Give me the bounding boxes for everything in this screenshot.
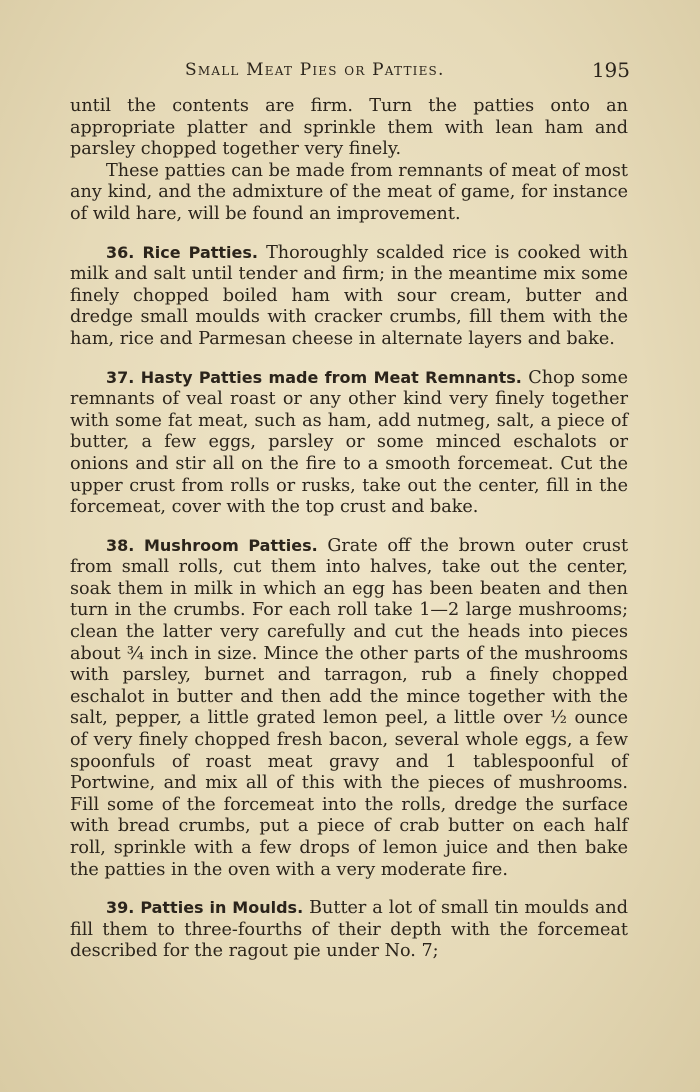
intro-paragraph: These patties can be made from remnants of meat of most any kind, and the admixture of the meat of game, for instance of wild hare, will be found an improvement. — [70, 160, 628, 224]
intro-paragraph: until the contents are firm. Turn the patties onto an appropriate platter and sprinkle them with lean ham and parsley chopped together very finely. — [70, 96, 628, 160]
recipe-text: Butter a lot of small tin moulds and fill them to three-fourths of their depth with the forcemeat described for the ragout pie under No. 7; — [70, 898, 629, 962]
recipe-number: 39. — [106, 898, 135, 918]
recipe-number: 36. — [106, 242, 135, 262]
recipe-38 — [70, 535, 628, 882]
recipe-title: Patties in Moulds. — [140, 898, 304, 918]
running-head: Small Meat Pies or Patties. — [185, 60, 445, 80]
recipe-39 — [70, 897, 628, 963]
recipe-text: Thoroughly scalded rice is cooked with milk and salt until tender and firm; in the meantime mix some finely chopped boiled ham with sour cream, butter and dredge small moulds with cracker crumbs, fill them with the ham, rice and Parmesan cheese in alternate layers and bake. — [70, 242, 628, 349]
recipe-37 — [70, 367, 628, 519]
recipe-number: 38. — [106, 535, 135, 555]
page-body — [70, 96, 628, 963]
recipe-title: Rice Patties. — [142, 242, 258, 262]
recipe-text: Chop some remnants of veal roast or any other kind very finely together with some fat meat, such as ham, add nutmeg, salt, a piece of butter, a few eggs, parsley or some minced eschalots or onions and stir all on the fire to a smooth forcemeat. Cut the upper crust from rolls or rusks, take out the center, fill in the forcemeat, cover with the top crust and bake. — [70, 367, 629, 518]
recipe-title: Mushroom Patties. — [143, 535, 318, 555]
recipe-36 — [70, 242, 628, 351]
recipe-number: 37. — [106, 367, 135, 387]
page-header — [70, 58, 630, 88]
recipe-text: Grate off the brown outer crust from small rolls, cut them into halves, take out the center, soak them in milk in which an egg has been beaten and then turn in the crumbs. For each roll take 1—2 large mushrooms; clean the latter very carefully and cut the heads into pieces about ¾ inch in size. Mince the other parts of the mushrooms with parsley, burnet and tarragon, rub a finely chopped eschalot in butter and then add the mince together with the salt, pepper, a little grated lemon peel, a little over ½ ounce of very finely chopped fresh bacon, several whole eggs, a few spoonfuls of roast meat gravy and 1 tablespoonful of Portwine, and mix all of this with the pieces of mushrooms. Fill some of the forcemeat into the rolls, dredge the surface with bread crumbs, put a piece of crab butter on each half roll, sprinkle with a few drops of lemon juice and then bake the patties in the oven with a very moderate fire. — [70, 535, 629, 880]
page-number: 195 — [591, 58, 630, 82]
recipe-title: Hasty Patties made from Meat Remnants. — [140, 367, 522, 387]
